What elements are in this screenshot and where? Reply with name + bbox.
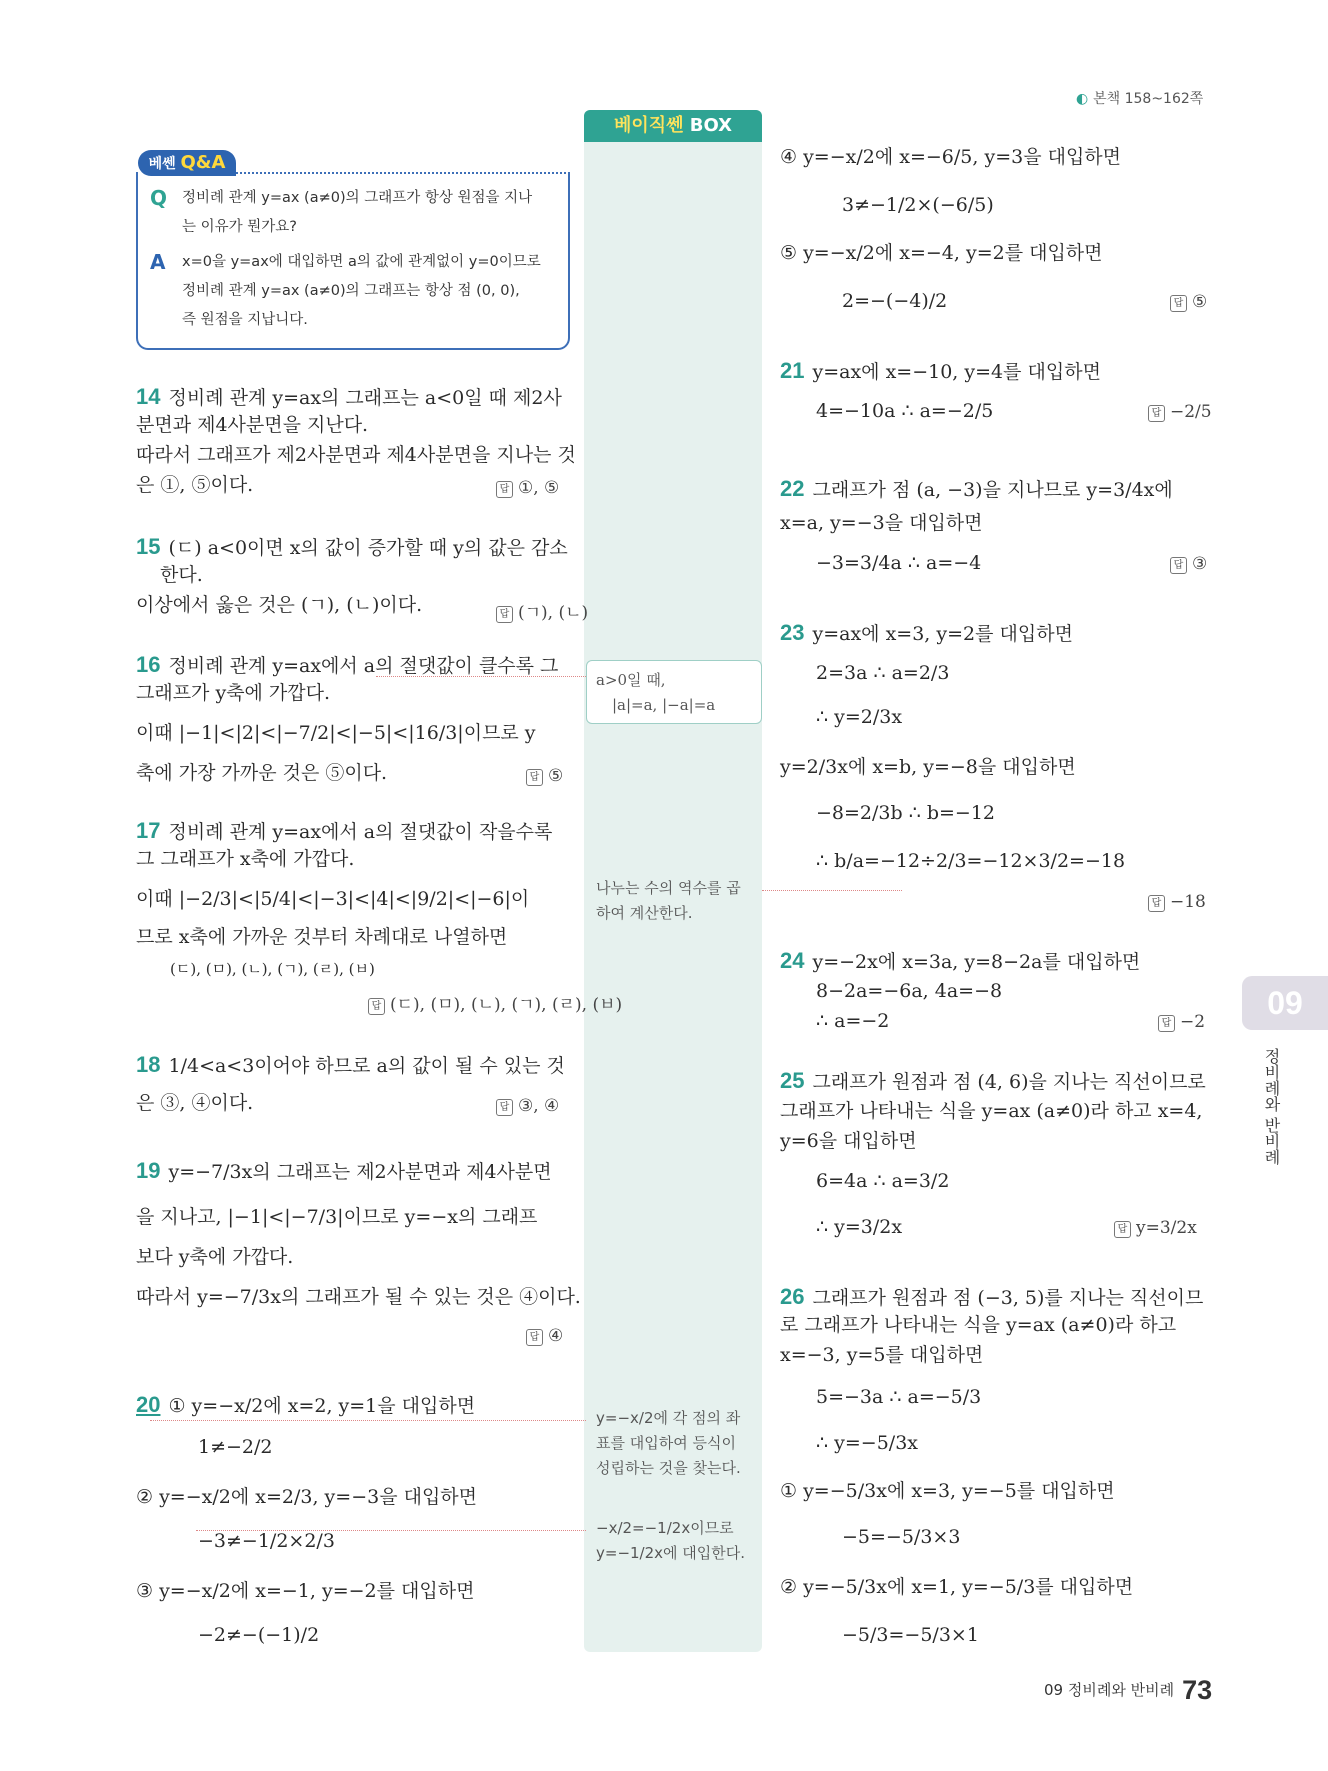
side-note-abs-text: a>0일 때, |a|=a, |−a|=a bbox=[596, 671, 716, 714]
side-note-reciprocal: 나누는 수의 역수를 곱 하여 계산한다. bbox=[596, 879, 741, 922]
qa-divider bbox=[224, 172, 566, 174]
answer: 답 (ㄷ), (ㅁ), (ㄴ), (ㄱ), (ㄹ), (ㅂ) bbox=[368, 990, 622, 1015]
answer: 답 y=3/2x bbox=[1114, 1218, 1197, 1238]
a-icon: A bbox=[150, 250, 166, 274]
leader-line bbox=[376, 676, 586, 677]
basic-box-title: 베이직쎈 BOX bbox=[584, 110, 762, 142]
leader-line bbox=[196, 1530, 586, 1531]
qa-question: 정비례 관계 y=ax (a≠0)의 그래프가 항상 원점을 지나 는 이유가 뭔가요? bbox=[182, 190, 533, 235]
side-note-substitute: y=−x/2에 각 점의 좌 표를 대입하여 등식이 성립하는 것을 찾는다. bbox=[596, 1409, 741, 1477]
qa-badge: 베쎈 Q&A bbox=[138, 150, 236, 176]
answer: 답 ①, ⑤ bbox=[496, 478, 559, 498]
leader-line bbox=[762, 890, 902, 891]
answer: 답 ⑤ bbox=[526, 766, 563, 786]
answer: 답 ④ bbox=[526, 1326, 563, 1346]
q-icon: Q bbox=[150, 186, 168, 210]
answer: 답 −2/5 bbox=[1148, 402, 1212, 422]
side-note-coefficient: −x/2=−1/2x이므로 y=−1/2x에 대입한다. bbox=[596, 1519, 746, 1562]
answer: 답 (ㄱ), (ㄴ) bbox=[496, 598, 588, 623]
page-reference: ◐ 본책 158~162쪽 bbox=[1076, 91, 1204, 107]
answer: 답 −2 bbox=[1158, 1012, 1205, 1032]
qa-answer: x=0을 y=ax에 대입하면 a의 값에 관계없이 y=0이므로 정비례 관계 y=ax (a≠0)의 그래프는 항상 점 (0, 0), 즉 원점을 지납니다. bbox=[182, 254, 541, 328]
chapter-tab: 09 bbox=[1242, 976, 1328, 1030]
chapter-side-label: 정비례와 반비례 bbox=[1262, 1048, 1281, 1166]
answer: 답 ③, ④ bbox=[496, 1096, 559, 1116]
answer: 답 ⑤ bbox=[1170, 292, 1207, 312]
leader-line bbox=[150, 1420, 586, 1421]
page-footer: 09 정비례와 반비례 73 bbox=[1044, 1675, 1213, 1705]
answer: 답 ③ bbox=[1170, 554, 1207, 574]
page-number: 73 bbox=[1182, 1675, 1213, 1705]
problem-number: 14 bbox=[136, 384, 161, 409]
answer: 답 −18 bbox=[1148, 892, 1206, 912]
